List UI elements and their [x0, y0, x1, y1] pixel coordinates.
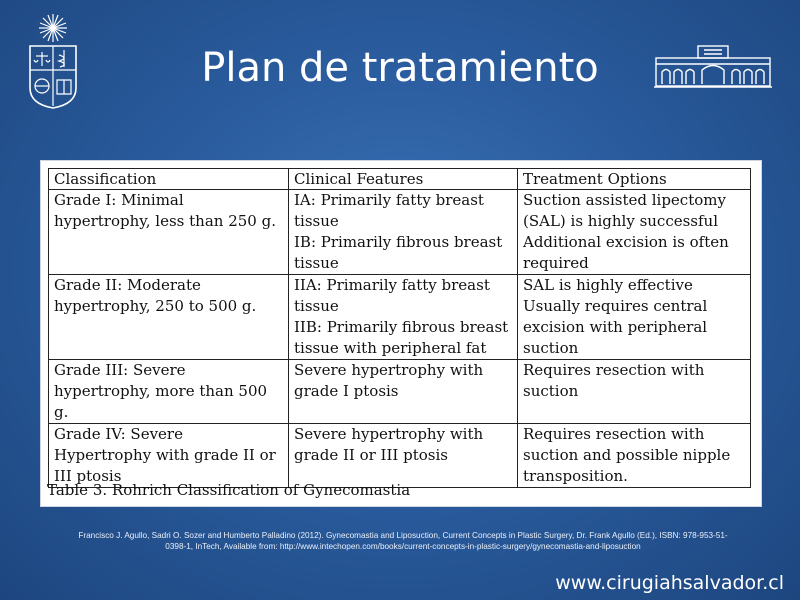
feature-line: IIA: Primarily fatty breast tissue: [294, 276, 490, 315]
cell-features: [289, 190, 518, 275]
cell-features: [289, 424, 518, 488]
treatment-line: SAL is highly effective: [523, 276, 693, 294]
feature-line: IA: Primarily fatty breast tissue: [294, 191, 484, 230]
feature-line: IB: Primarily fibrous breast tissue: [294, 233, 503, 272]
treatment-line: Additional excision is often required: [523, 233, 729, 272]
header-treatment-options: Treatment Options: [518, 169, 751, 190]
cell-treatment: [518, 360, 751, 424]
table-row: [49, 424, 751, 488]
cell-features: [289, 360, 518, 424]
header-classification: Classification: [49, 169, 289, 190]
cell-classification: Grade II: Moderate hypertrophy, 250 to 500 g.: [49, 275, 289, 360]
website-url: www.cirugiahsalvador.cl: [555, 572, 784, 594]
treatment-line: Requires resection with suction: [523, 361, 705, 400]
table-row: [49, 275, 751, 360]
source-citation: Francisco J. Agullo, Sadri O. Sozer and Humberto Palladino (2012). Gynecomastia and Liposuction, Current Concepts in Plastic Surgery, Dr. Frank Agullo (Ed.), ISBN: 978-953-51-0398-1, InTech, Available from: http://www.intechopen.com/books/current-concepts-in-plastic-surgery/gynecomastia-and-liposuction: [78, 531, 728, 551]
cell-features: [289, 275, 518, 360]
table-image: [40, 160, 762, 507]
cell-classification: Grade I: Minimal hypertrophy, less than 250 g.: [49, 190, 289, 275]
classification-table: [48, 168, 751, 488]
table-header-row: [49, 169, 751, 190]
treatment-line: Usually requires central excision with peripheral suction: [523, 297, 708, 357]
table-row: [49, 190, 751, 275]
cell-treatment: [518, 190, 751, 275]
table-caption: Table 3. Rohrich Classification of Gynecomastia: [47, 481, 411, 499]
cell-treatment: [518, 275, 751, 360]
header-clinical-features: Clinical Features: [289, 169, 518, 190]
cell-classification: Grade IV: Severe Hypertrophy with grade II or III ptosis: [49, 424, 289, 488]
treatment-line: Suction assisted lipectomy (SAL) is highly successful: [523, 191, 726, 230]
feature-line: Severe hypertrophy with grade II or III ptosis: [294, 425, 484, 464]
feature-line: IIB: Primarily fibrous breast tissue with peripheral fat: [294, 318, 509, 357]
cell-classification: Grade III: Severe hypertrophy, more than 500 g.: [49, 360, 289, 424]
treatment-line: Requires resection with suction and possible nipple transposition.: [523, 425, 731, 485]
feature-line: Severe hypertrophy with grade I ptosis: [294, 361, 484, 400]
cell-treatment: [518, 424, 751, 488]
table-row: [49, 360, 751, 424]
slide-title: Plan de tratamiento: [201, 45, 599, 91]
